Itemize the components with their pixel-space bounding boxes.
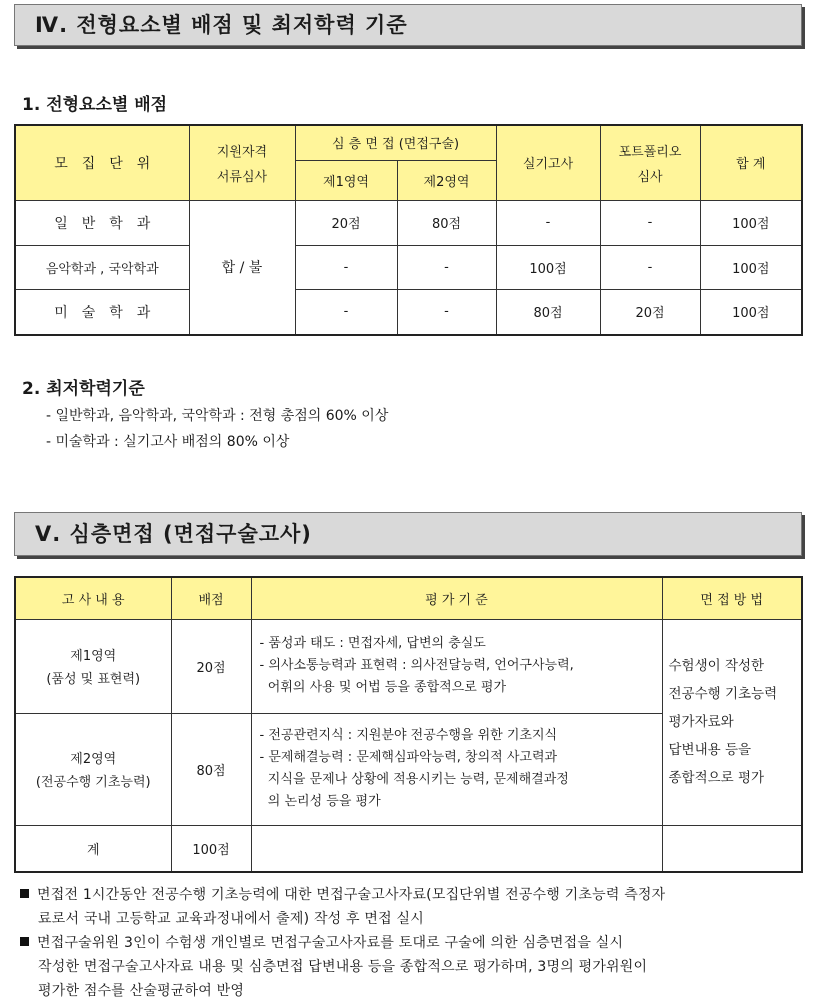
method-cell <box>662 619 802 825</box>
header-total: 합 계 <box>700 125 802 200</box>
criteria-item: - 전공관련지식 : 지원분야 전공수행을 위한 기초지식 <box>259 728 558 743</box>
criteria-item: - 품성과 태도 : 면접자세, 답변의 충실도 <box>259 636 486 651</box>
header-content: 고 사 내 용 <box>15 577 171 619</box>
note-1-line-1 <box>20 884 665 904</box>
method-line: 평가자료와 <box>668 714 734 730</box>
score-table <box>14 124 803 336</box>
section-4-header <box>14 4 802 46</box>
empty-cell <box>662 825 802 872</box>
header-interview: 심 층 면 접 (면접구술) <box>295 125 496 160</box>
table-row <box>15 245 802 289</box>
total-cell: 100점 <box>700 245 802 289</box>
table-row <box>15 619 802 713</box>
square-bullet-icon <box>20 937 29 946</box>
practical-cell: - <box>496 200 600 245</box>
header-area2: 제2영역 <box>397 160 496 200</box>
method-line: 전공수행 기초능력 <box>668 686 778 702</box>
table-row <box>15 200 802 245</box>
unit-cell: 음악학과 , 국악학과 <box>15 245 189 289</box>
practical-cell: 100점 <box>496 245 600 289</box>
criteria-item: 의 논리성 등을 평가 <box>259 794 381 809</box>
document-review-value: 합 / 불 <box>189 200 295 335</box>
score-cell: 80점 <box>171 713 251 825</box>
header-practical: 실기고사 <box>496 125 600 200</box>
area2-cell: - <box>397 245 496 289</box>
unit-cell: 일 반 학 과 <box>15 200 189 245</box>
header-doc-line1: 지원자격 <box>216 144 268 160</box>
header-method: 면 접 방 법 <box>662 577 802 619</box>
method-line: 수험생이 작성한 <box>668 658 765 674</box>
header-portfolio-line1: 포트폴리오 <box>618 144 682 160</box>
section-4-title: Ⅳ. 전형요소별 배점 및 최저학력 기준 <box>35 13 408 37</box>
content-cell <box>15 713 171 825</box>
area1-cell: 20점 <box>295 200 397 245</box>
portfolio-cell: - <box>600 200 700 245</box>
header-criteria: 평 가 기 준 <box>251 577 662 619</box>
header-area1: 제1영역 <box>295 160 397 200</box>
table-row <box>15 825 802 872</box>
empty-cell <box>251 825 662 872</box>
criteria-cell <box>251 713 662 825</box>
portfolio-cell: - <box>600 245 700 289</box>
total-cell: 100점 <box>700 200 802 245</box>
header-score: 배점 <box>171 577 251 619</box>
method-line: 답변내용 등을 <box>668 742 752 758</box>
square-bullet-icon <box>20 889 29 898</box>
content-line2: (품성 및 표현력) <box>46 672 141 687</box>
area1-cell: - <box>295 289 397 335</box>
criteria-item: 지식을 문제나 상황에 적용시키는 능력, 문제해결과정 <box>259 772 569 787</box>
subsection-1-title: 1. 전형요소별 배점 <box>22 95 168 115</box>
criteria-line-2: - 미술학과 : 실기고사 배점의 80% 이상 <box>46 434 290 450</box>
header-document-review <box>189 125 295 200</box>
header-unit: 모 집 단 위 <box>15 125 189 200</box>
interview-table <box>14 576 803 873</box>
subsection-2-title: 2. 최저학력기준 <box>22 379 145 399</box>
criteria-line-1: - 일반학과, 음악학과, 국악학과 : 전형 총점의 60% 이상 <box>46 408 389 424</box>
content-line1: 제1영역 <box>70 649 117 664</box>
portfolio-cell: 20점 <box>600 289 700 335</box>
criteria-cell <box>251 619 662 713</box>
method-line: 종합적으로 평가 <box>668 770 765 786</box>
header-portfolio-line2: 심사 <box>637 169 663 185</box>
note-text: 면접전 1시간동안 전공수행 기초능력에 대한 면접구술고사자료(모집단위별 전공수행 기초능력 측정자 <box>37 887 666 903</box>
note-2-line-2: 작성한 면접구술고사자료 내용 및 심층면접 답변내용 등을 종합적으로 평가하며, 3명의 평가위원이 <box>38 959 648 975</box>
note-2-line-1 <box>20 932 623 952</box>
section-5-header <box>14 512 802 556</box>
content-cell <box>15 619 171 713</box>
area2-cell: 80점 <box>397 200 496 245</box>
area1-cell: - <box>295 245 397 289</box>
header-doc-line2: 서류심사 <box>216 169 268 185</box>
total-cell: 100점 <box>700 289 802 335</box>
area2-cell: - <box>397 289 496 335</box>
content-line2: (전공수행 기초능력) <box>35 775 151 790</box>
section-5-title: Ⅴ. 심층면접 (면접구술고사) <box>35 522 312 546</box>
criteria-item: - 문제해결능력 : 문제핵심파악능력, 창의적 사고력과 <box>259 750 558 765</box>
criteria-item: 어휘의 사용 및 어법 등을 종합적으로 평가 <box>259 680 507 695</box>
unit-cell: 미 술 학 과 <box>15 289 189 335</box>
content-line1: 제2영역 <box>70 752 117 767</box>
note-1-line-2: 료로서 국내 고등학교 교육과정내에서 출제) 작성 후 면접 실시 <box>38 911 424 927</box>
table-row <box>15 289 802 335</box>
header-portfolio <box>600 125 700 200</box>
practical-cell: 80점 <box>496 289 600 335</box>
criteria-item: - 의사소통능력과 표현력 : 의사전달능력, 언어구사능력, <box>259 658 574 673</box>
note-2-line-3: 평가한 점수를 산술평균하여 반영 <box>38 983 245 999</box>
total-label-cell: 계 <box>15 825 171 872</box>
score-cell: 20점 <box>171 619 251 713</box>
total-score-cell: 100점 <box>171 825 251 872</box>
note-text: 면접구술위원 3인이 수험생 개인별로 면접구술고사자료를 토대로 구술에 의한 심층면접을 실시 <box>37 935 624 951</box>
